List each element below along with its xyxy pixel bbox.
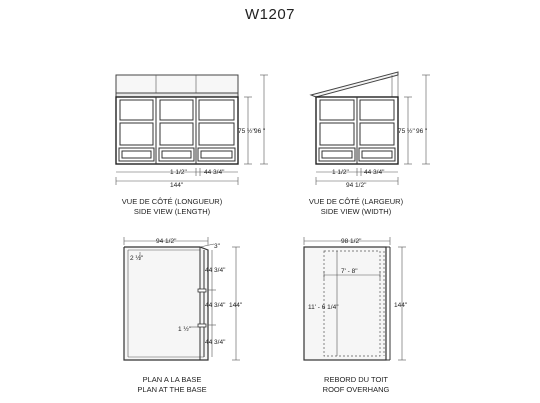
dim-module-3: 44 3/4"	[205, 339, 226, 346]
dim-gap: 1 ½"	[178, 326, 192, 333]
dim-inner-width: 7' - 8"	[341, 268, 358, 275]
side-view-width	[309, 72, 430, 216]
dim-height-inner: 75 ½"	[398, 128, 415, 135]
caption-en: SIDE VIEW (WIDTH)	[320, 207, 392, 216]
dim-length: 144"	[394, 302, 408, 309]
dim-module-2: 44 3/4"	[205, 302, 226, 309]
caption-fr: VUE DE CÔTÉ (LONGUEUR)	[121, 197, 223, 206]
side-view-length	[116, 75, 268, 216]
dim-width: 94 1/2"	[346, 182, 367, 189]
roof-slope	[311, 72, 398, 97]
dim-module: 44 3/4"	[364, 169, 385, 176]
caption-en: SIDE VIEW (LENGTH)	[133, 207, 211, 216]
roof-band	[116, 75, 238, 93]
caption-fr: VUE DE CÔTÉ (LARGEUR)	[308, 197, 404, 206]
dim-module: 44 3/4"	[204, 169, 225, 176]
dim-height-inner: 75 ½"	[238, 128, 255, 135]
roof-overhang	[304, 237, 408, 394]
dim-corner: 3"	[214, 243, 220, 250]
dim-length: 144"	[229, 302, 243, 309]
dim-offset: 1 1/2"	[332, 169, 349, 176]
caption-fr: REBORD DU TOIT	[324, 375, 388, 384]
dim-module-1: 44 3/4"	[205, 267, 226, 274]
base-outline	[124, 247, 208, 360]
dim-width: 144"	[170, 182, 184, 189]
dim-inner-length: 11' - 6 1/4"	[308, 304, 339, 311]
dim-inset: 2 ½"	[130, 255, 144, 262]
dim-offset: 1 1/2"	[170, 169, 187, 176]
dim-height-total: 96 "	[254, 128, 266, 135]
drawing-title: W1207	[244, 6, 296, 23]
caption-en: PLAN AT THE BASE	[137, 385, 207, 394]
dim-width: 94 1/2"	[156, 238, 177, 245]
caption-en: ROOF OVERHANG	[322, 385, 390, 394]
dim-width: 98 1/2"	[341, 238, 362, 245]
dim-height-total: 96 "	[416, 128, 428, 135]
caption-fr: PLAN A LA BASE	[142, 375, 202, 384]
plan-at-base	[124, 237, 243, 394]
